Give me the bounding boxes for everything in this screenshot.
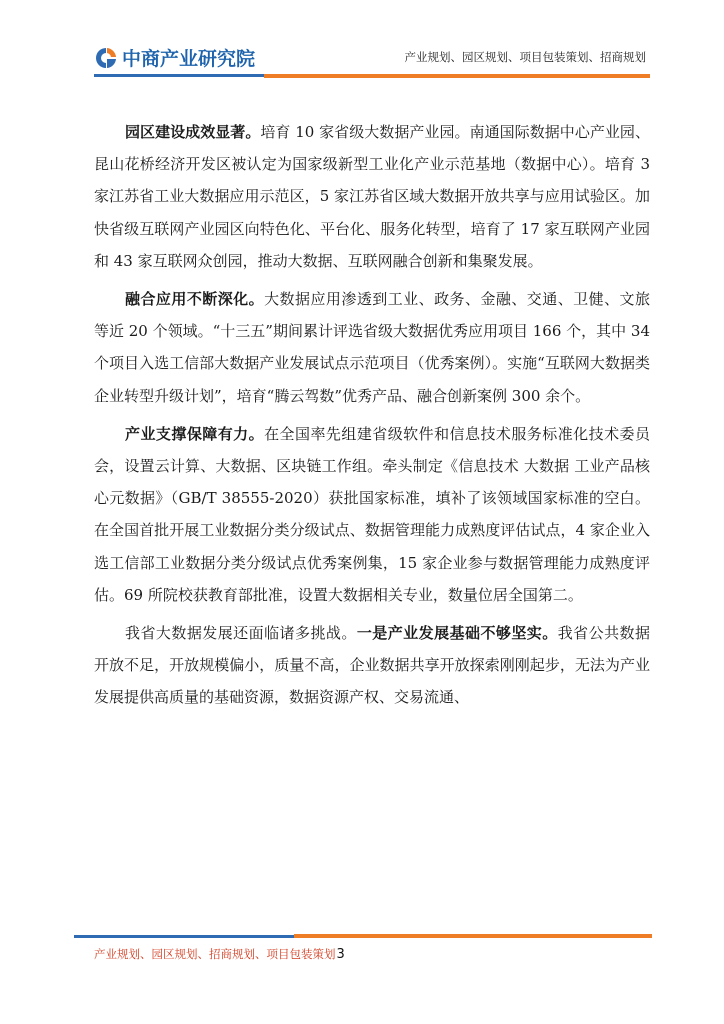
- logo-text: 中商产业研究院: [122, 48, 256, 70]
- paragraph-integration-application: [94, 283, 650, 412]
- header-rule-blue: [94, 74, 264, 77]
- company-logo: [94, 44, 255, 71]
- paragraph-text: 在全国率先组建省级软件和信息技术服务标准化技术委员会，设置云计算、大数据、区块链工作组。牵头制定《信息技术 大数据 工业产品核心元数据》（GB/T 38555-2020）获批国家标准，填补了该领域国家标准的空白。在全国首批开展工业数据分类分级试点、数据管理能力成熟度评估试点，4 家企业入选工信部工业数据分类分级试点优秀案例集，15 家企业参与数据管理能力成熟度评估。69 所院校获教育部批准，设置大数据相关专业，数量位居全国第二。: [94, 424, 650, 604]
- paragraph-text: 我省公共数据开放不足，开放规模偏小，质量不高，企业数据共享开放探索刚刚起步，无法为产业发展提供高质量的基础资源，数据资源产权、交易流通、: [94, 624, 650, 707]
- paragraph-text: 大数据应用渗透到工业、政务、金融、交通、卫健、文旅等近 20 个领域。“十三五”期间累计评选省级大数据优秀应用项目 166 个，其中 34 个项目入选工信部大数据产业发展试点示范项目（优秀案例）。实施“互联网大数据类企业转型升级计划”，培育“腾云驾数”优秀产品、融合创新案例 300 余个。: [94, 290, 650, 405]
- paragraph-lead: 一是产业发展基础不够坚实。: [356, 624, 558, 643]
- paragraph-text: 我省大数据发展还面临诸多挑战。: [125, 624, 357, 643]
- paragraph-challenges: [94, 617, 650, 714]
- logo-mark-icon: [94, 46, 118, 70]
- paragraph-lead: 融合应用不断深化。: [125, 290, 265, 309]
- header-tagline: 产业规划、园区规划、项目包装策划、招商规划: [404, 50, 646, 64]
- header-rule-orange: [264, 74, 650, 78]
- footer-rule-blue: [74, 935, 294, 938]
- page-number: 3: [336, 947, 345, 962]
- page-header: [0, 0, 724, 90]
- page-footer: [94, 946, 345, 962]
- paragraph-industry-support: [94, 418, 650, 611]
- paragraph-lead: 产业支撑保障有力。: [125, 424, 265, 443]
- footer-rule-orange: [294, 934, 652, 938]
- document-body: [94, 116, 650, 720]
- footer-text: 产业规划、园区规划、招商规划、项目包装策划: [94, 947, 336, 961]
- paragraph-text: 培育 10 家省级大数据产业园。南通国际数据中心产业园、昆山花桥经济开发区被认定为国家级新型工业化产业示范基地（数据中心）。培育 3 家江苏省工业大数据应用示范区，5 家江苏省区域大数据开放共享与应用试验区。加快省级互联网产业园区向特色化、平台化、服务化转型，培育了 17 家互联网产业园和 43 家互联网众创园，推动大数据、互联网融合创新和集聚发展。: [94, 123, 650, 270]
- paragraph-lead: 园区建设成效显著。: [125, 123, 261, 141]
- paragraph-park-construction: [94, 116, 650, 277]
